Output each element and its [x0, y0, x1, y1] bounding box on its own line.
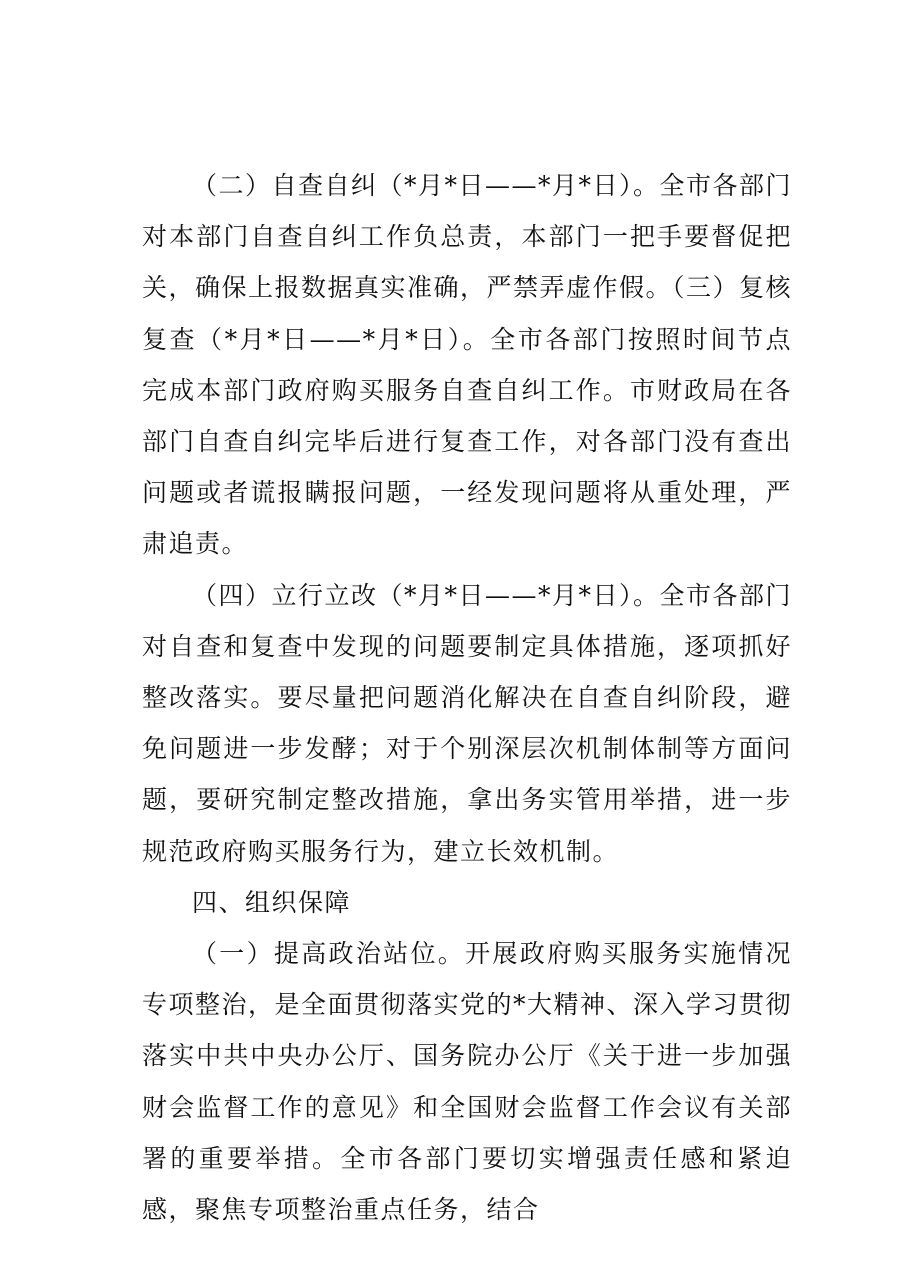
paragraph-self-check-and-review: （二）自查自纠（*月*日——*月*日）。全市各部门对本部门自查自纠工作负总责，本部门一把手要督促把关，确保上报数据真实准确，严禁弄虚作假。（三）复核复查（*月*日——*月*日）。全市各部门按照时间节点完成本部门政府购买服务自查自纠工作。市财政局在各部门自查自纠完毕后进行复查工作，对各部门没有查出问题或者谎报瞒报问题，一经发现问题将从重处理，严肃追责。: [142, 171, 793, 559]
paragraph-immediate-rectification: （四）立行立改（*月*日——*月*日）。全市各部门对自查和复查中发现的问题要制定具体措施，逐项抓好整改落实。要尽量把问题消化解决在自查自纠阶段，避免问题进一步发酵；对于个别深层次机制体制等方面问题，要研究制定整改措施，拿出务实管用举措，进一步规范政府购买服务行为，建立长效机制。: [142, 580, 793, 866]
paragraph-raise-political-stance: （一）提高政治站位。开展政府购买服务实施情况专项整治，是全面贯彻落实党的*大精神、深入学习贯彻落实中共中央办公厅、国务院办公厅《关于进一步加强财会监督工作的意见》和全国财会监督工作会议有关部署的重要举措。全市各部门要切实增强责任感和紧迫感，聚焦专项整治重点任务，结合: [142, 939, 793, 1225]
section-heading-organization-guarantee: 四、组织保障: [192, 887, 352, 917]
document-body: [142, 160, 792, 1235]
